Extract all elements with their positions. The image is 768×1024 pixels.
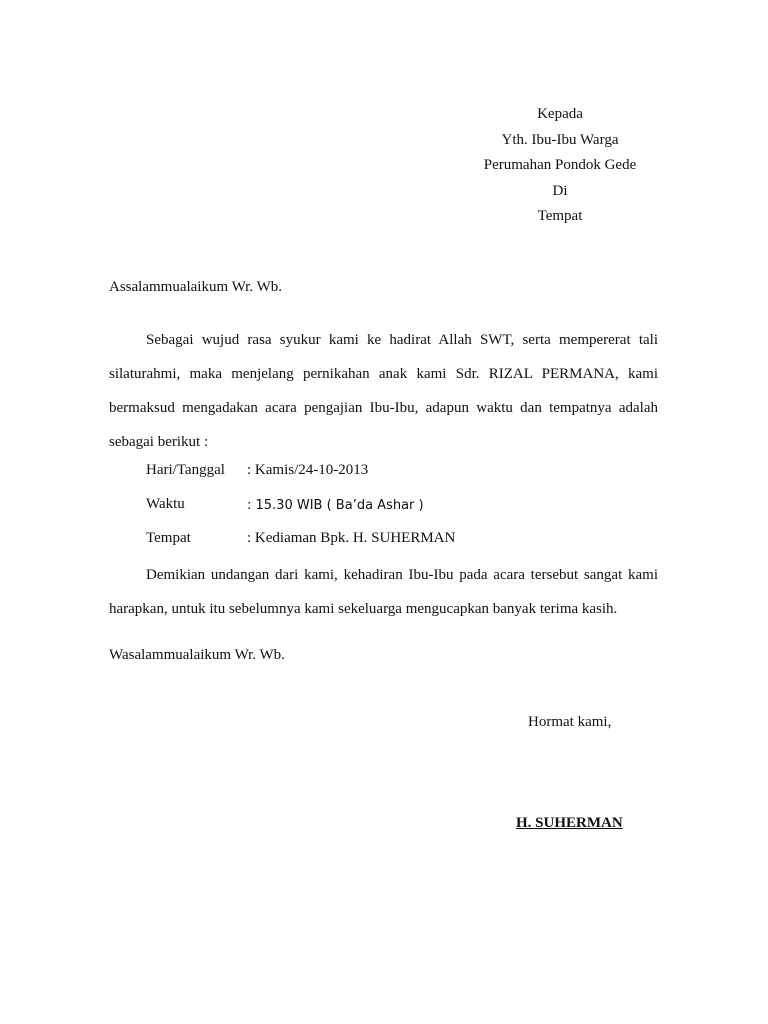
detail-label: Hari/Tanggal xyxy=(146,462,225,478)
closing-phrase: Hormat kami, xyxy=(528,714,612,730)
address-line: Kepada xyxy=(537,106,583,122)
detail-label: Tempat xyxy=(146,530,191,546)
body-paragraph-closing: Demikian undangan dari kami, kehadiran Ibu-Ibu pada acara tersebut sangat kami harapkan, untuk itu sebelumnya kami sekeluarga mengucapkan banyak terima kasih. xyxy=(109,567,658,617)
detail-value: : 15.30 WIB ( Ba’da Ashar ) xyxy=(247,498,424,513)
detail-value: : Kediaman Bpk. H. SUHERMAN xyxy=(247,530,456,546)
address-line: Tempat xyxy=(537,208,583,224)
detail-value: : Kamis/24-10-2013 xyxy=(247,462,369,478)
signer-name: H. SUHERMAN xyxy=(516,815,623,831)
address-line: Di xyxy=(552,182,568,199)
recipient-address xyxy=(470,102,650,230)
address-line: Perumahan Pondok Gede xyxy=(483,157,637,173)
address-line: Yth. Ibu-Ibu Warga xyxy=(501,131,619,148)
opening-greeting: Assalammualaikum Wr. Wb. xyxy=(109,279,282,295)
closing-greeting: Wasalammualaikum Wr. Wb. xyxy=(109,647,285,663)
detail-label: Waktu xyxy=(146,496,185,512)
body-paragraph-intro: Sebagai wujud rasa syukur kami ke hadirat Allah SWT, serta mempererat tali silaturahmi, maka menjelang pernikahan anak kami Sdr. RIZAL PERMANA, kami bermaksud mengadakan acara pengajian Ibu-Ibu, adapun waktu dan tempatnya adalah sebagai berikut : xyxy=(109,332,658,450)
